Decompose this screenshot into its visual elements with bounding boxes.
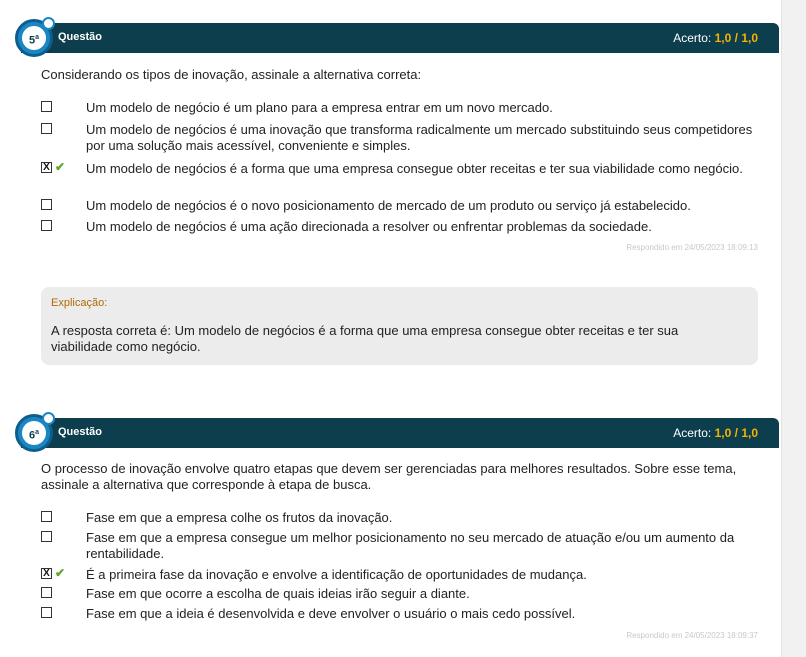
scrollbar[interactable] [781,0,806,657]
score-separator: / [734,426,738,440]
option-text: Um modelo de negócio é um plano para a empresa entrar em um novo mercado. [86,100,553,115]
question-badge-icon [15,414,53,452]
score-label: Acerto: [673,426,712,440]
option-checkbox-checked[interactable]: X [41,162,52,173]
option-checkbox-checked[interactable]: X [41,568,52,579]
option-checkbox[interactable] [41,587,52,598]
score [673,426,758,440]
option-checkbox[interactable] [41,101,52,112]
option-text: Fase em que ocorre a escolha de quais ideias irão seguir a diante. [86,586,470,601]
question-text: Considerando os tipos de inovação, assinale a alternativa correta: [41,67,422,82]
score-value: 1,0 [714,426,732,440]
question-6-header [21,418,779,448]
explanation-box [41,287,758,365]
score-separator: / [734,31,738,45]
question-5-header [21,23,779,53]
question-number: 6$^a$ [22,421,46,445]
question-text: O processo de inovação envolve quatro etapas que devem ser gerenciadas para melhores resultados. Sobre esse tema, assinale a alternativa que corresponde à etapa de busca. [41,461,737,492]
score-max: 1,0 [741,426,758,440]
option-text: É a primeira fase da inovação e envolve a identificação de oportunidades de mudança. [86,567,587,582]
option-text: Fase em que a empresa consegue um melhor posicionamento no seu mercado de atuação e/ou um aumento da rentabilidade. [86,530,735,561]
checkmark-icon: ✔ [55,160,66,174]
explanation-title: Explicação: [51,297,108,309]
answered-timestamp: Respondido em 24/05/2023 18:09:13 [626,243,758,252]
option-text: Um modelo de negócios é uma inovação que transforma radicalmente um mercado substituindo seus competidores por uma solução mais acessível, conveniente e simples. [86,122,753,153]
option-checkbox[interactable] [41,199,52,210]
checkmark-icon: ✔ [55,566,66,580]
question-label: Questão [58,426,103,438]
question-number: 5$^a$ [22,26,46,50]
option-text: Fase em que a empresa colhe os frutos da inovação. [86,510,393,525]
score-value: 1,0 [714,31,732,45]
question-badge-icon [15,19,53,57]
option-checkbox[interactable] [41,511,52,522]
option-text: Um modelo de negócios é a forma que uma empresa consegue obter receitas e ter sua viabilidade como negócio. [86,161,743,176]
option-checkbox[interactable] [41,220,52,231]
answered-timestamp: Respondido em 24/05/2023 18:09:37 [626,631,758,640]
score-label: Acerto: [673,31,712,45]
option-checkbox[interactable] [41,531,52,542]
score-max: 1,0 [741,31,758,45]
question-label: Questão [58,31,103,43]
option-text: Um modelo de negócios é o novo posicionamento de mercado de um produto ou serviço já estabelecido. [86,198,691,213]
score [673,31,758,45]
option-text: Um modelo de negócios é uma ação direcionada a resolver ou enfrentar problemas da sociedade. [86,219,652,234]
option-text: Fase em que a ideia é desenvolvida e deve envolver o usuário o mais cedo possível. [86,606,576,621]
option-checkbox[interactable] [41,607,52,618]
option-checkbox[interactable] [41,123,52,134]
explanation-text: A resposta correta é: Um modelo de negócios é a forma que uma empresa consegue obter receitas e ter sua viabilidade como negócio. [51,323,679,354]
